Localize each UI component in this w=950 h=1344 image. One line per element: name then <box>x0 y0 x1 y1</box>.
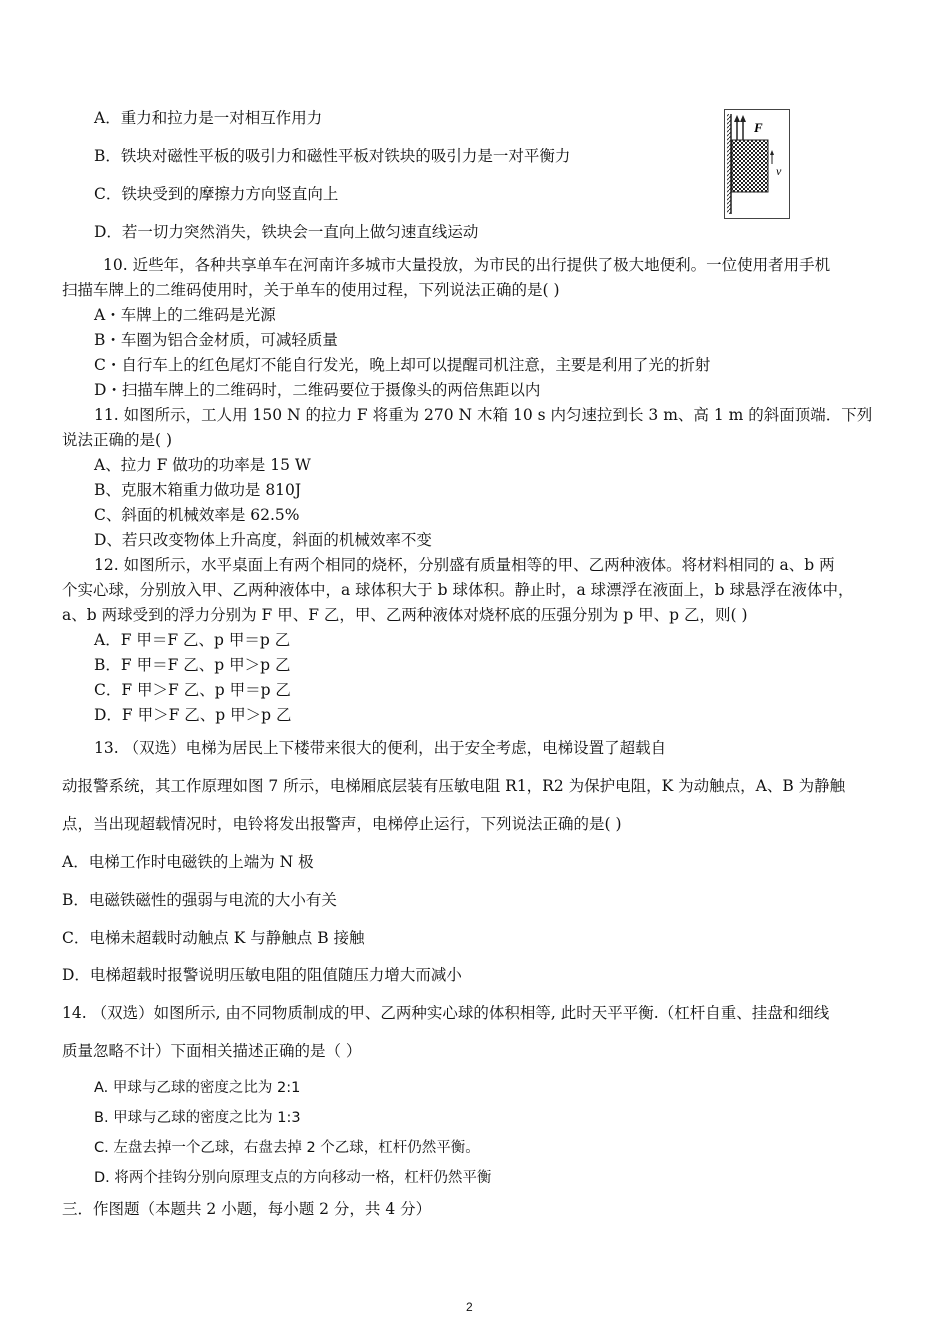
force-label: F <box>754 120 763 135</box>
q14-option-c: C. 左盘去掉一个乙球，右盘去掉 2 个乙球，杠杆仍然平衡。 <box>94 1140 480 1156</box>
q10-option-a: A・车牌上的二维码是光源 <box>94 306 276 324</box>
q14-option-d: D. 将两个挂钩分别向原理支点的方向移动一格，杠杆仍然平衡 <box>94 1170 492 1186</box>
q11-stem-line2: 说法正确的是( ) <box>62 431 173 449</box>
q12-stem-line1: 12. 如图所示，水平桌面上有两个相同的烧杯，分别盛有质量相等的甲、乙两种液体。将材料相同的 a、b 两 <box>94 556 835 574</box>
q10-stem-line1: 10. 近些年，各种共享单车在河南许多城市大量投放，为市民的出行提供了极大地便利。一位使用者用手机 <box>103 256 831 274</box>
q13-stem-line3: 点，当出现超载情况时，电铃将发出报警声，电梯停止运行，下列说法正确的是( ) <box>62 815 622 833</box>
q13-option-a: A．电梯工作时电磁铁的上端为 N 极 <box>62 853 314 871</box>
q10-option-c: C・自行车上的红色尾灯不能自行发光，晚上却可以提醒司机注意，主要是利用了光的折射 <box>94 356 711 374</box>
q13-option-c: C．电梯未超载时动触点 K 与静触点 B 接触 <box>62 929 365 947</box>
q10-option-d: D・扫描车牌上的二维码时，二维码要位于摄像头的两倍焦距以内 <box>94 381 541 399</box>
q13-option-b: B．电磁铁磁性的强弱与电流的大小有关 <box>62 891 337 909</box>
force-arrowhead-2 <box>740 115 746 122</box>
q12-stem-line2: 个实心球，分别放入甲、乙两种液体中，a 球体积大于 b 球体积。静止时，a 球漂浮在液面上，b 球悬浮在液体中， <box>62 581 854 599</box>
q13-stem-line1: 13. （双选）电梯为居民上下楼带来很大的便利，出于安全考虑，电梯设置了超载自 <box>94 739 667 757</box>
q13-option-d: D．电梯超载时报警说明压敏电阻的阻值随压力增大而减小 <box>62 966 462 984</box>
q9-figure <box>724 109 790 219</box>
q10-option-b: B・车圈为铝合金材质，可减轻质量 <box>94 331 338 349</box>
q14-stem-line1: 14. （双选）如图所示, 由不同物质制成的甲、乙两种实心球的体积相等, 此时天平平衡.（杠杆自重、挂盘和细线 <box>62 1004 830 1022</box>
q12-option-a: A．F 甲＝F 乙、p 甲＝p 乙 <box>94 631 291 649</box>
q11-option-d: D、若只改变物体上升高度，斜面的机械效率不变 <box>94 531 432 549</box>
velocity-label: v <box>776 164 782 178</box>
q13-stem-line2: 动报警系统，其工作原理如图 7 所示，电梯厢底层装有压敏电阻 R1，R2 为保护电阻，K 为动触点，A、B 为静触 <box>62 777 846 795</box>
q12-option-d: D．F 甲＞F 乙、p 甲＞p 乙 <box>94 706 292 724</box>
q14-option-b: B. 甲球与乙球的密度之比为 1:3 <box>94 1110 301 1126</box>
q14-stem-line2: 质量忽略不计）下面相关描述正确的是（ ） <box>62 1042 362 1060</box>
q9-option-c: C．铁块受到的摩擦力方向竖直向上 <box>94 185 339 203</box>
q9-option-b: B．铁块对磁性平板的吸引力和磁性平板对铁块的吸引力是一对平衡力 <box>94 147 571 165</box>
q11-option-c: C、斜面的机械效率是 62.5% <box>94 506 300 524</box>
q11-option-a: A、拉力 F 做功的功率是 15 W <box>94 456 311 474</box>
q12-stem-line3: a、b 两球受到的浮力分别为 F 甲、F 乙，甲、乙两种液体对烧杯底的压强分别为 p 甲、p 乙，则( ) <box>62 606 748 624</box>
q11-option-b: B、克服木箱重力做功是 810J <box>94 481 302 499</box>
q12-option-c: C．F 甲＞F 乙、p 甲＝p 乙 <box>94 681 291 699</box>
iron-block-diagram <box>725 110 789 218</box>
velocity-arrowhead <box>770 150 774 155</box>
q9-option-a: A．重力和拉力是一对相互作用力 <box>94 109 323 127</box>
q9-option-d: D．若一切力突然消失，铁块会一直向上做匀速直线运动 <box>94 223 479 241</box>
q11-stem-line1: 11. 如图所示，工人用 150 N 的拉力 F 将重为 270 N 木箱 10 s 内匀速拉到长 3 m、高 1 m 的斜面顶端．下列 <box>94 406 873 424</box>
iron-block <box>732 140 768 192</box>
q10-stem-line2: 扫描车牌上的二维码使用时，关于单车的使用过程，下列说法正确的是( ) <box>62 281 560 299</box>
q14-option-a: A. 甲球与乙球的密度之比为 2:1 <box>94 1080 301 1096</box>
q12-option-b: B．F 甲＝F 乙、p 甲＞p 乙 <box>94 656 291 674</box>
page-number: 2 <box>466 1300 473 1314</box>
section3-title: 三．作图题（本题共 2 小题，每小题 2 分，共 4 分） <box>62 1200 432 1218</box>
force-arrowhead <box>734 115 740 122</box>
